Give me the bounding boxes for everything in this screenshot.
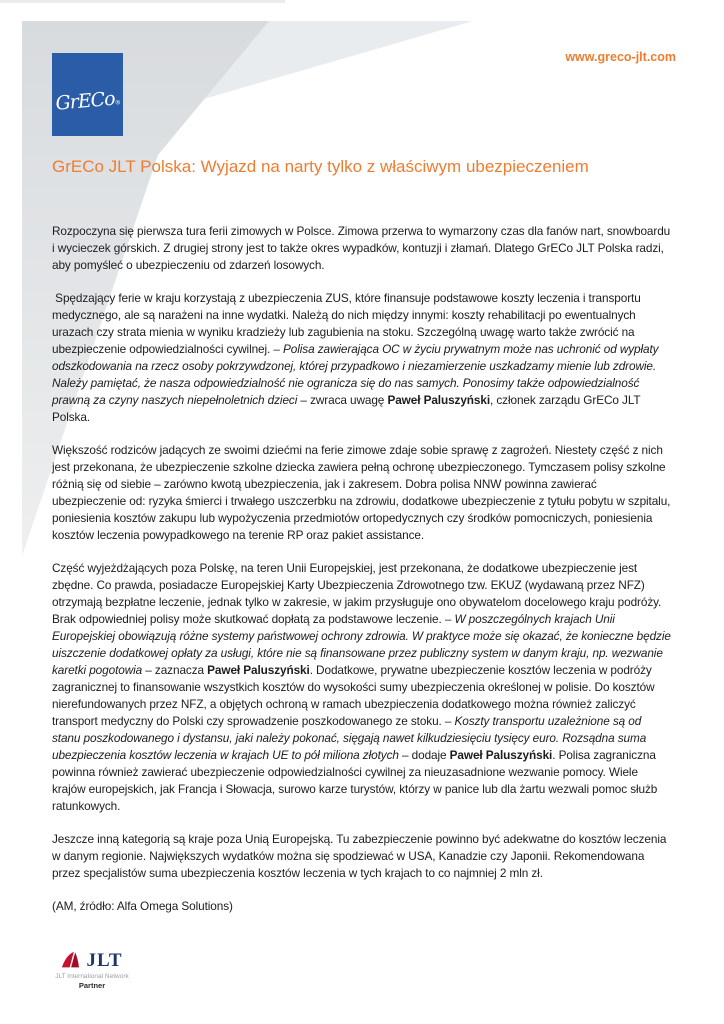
text-run: Jeszcze inną kategorią są kraje poza Unią Europejską. Tu zabezpieczenie powinno być adekwatne do kosztów leczenia w danym regionie. Największych wydatków można się spodziewać w USA, Kanadzie czy Japonii. Rekomendowana przez specjalistów suma ubezpieczenia kosztów leczenia w tych krajach to co najmniej 2 mln zł. [52,832,667,880]
text-run: – dodaje [398,748,450,762]
greco-logo [52,53,123,136]
registered-mark: ® [114,98,122,107]
jlt-swoosh-icon [61,950,83,970]
greco-logo-script [55,87,122,115]
jlt-partner-label: Partner [78,981,106,990]
text-run: Większość rodziców jadących ze swoimi dziećmi na ferie zimowe zdaje sobie sprawę z zagrożeń. Niestety część z nich jest przekonana, że ubezpieczenie szkolne dziecka zawiera pełną ochronę ubezpieczonego. Tymczasem polisy szkolne różnią się od siebie – zarówno kwotą ubezpieczenia, jak i zakresem. Dobra polisa NNW powinna zawierać ubezpieczenie od: ryzyka śmierci i trwałego uszczerbku na zdrowiu, dodatkowe ubezpieczenie z tytułu pobytu w szpitalu, poniesienia kosztów zakupu lub wypożyczenia przedmiotów ortopedycznych czy środków pomocniczych, poniesienia kosztów leczenia powypadkowego na terenie RP oraz pakiet assistance. [52,443,671,542]
jlt-network-label: JLT International Network [55,973,129,980]
text-run: Paweł Paluszyński [207,663,310,677]
text-run: Paweł Paluszyński [449,748,553,762]
text-run: – zaznacza [142,663,208,677]
paragraph [52,898,672,915]
text-run: , członek zarządu GrECo JLT Polska. [52,393,641,424]
website-url-link[interactable]: www.greco-jlt.com [565,50,676,64]
text-run: – Polisa zawierająca OC w życiu prywatnym może nas uchronić od wypłaty odszkodowania na rzecz osoby pokrzywdzonej, której przypadkowo i niezamierzenie uszkadzamy mienie lub zdrowie. Należy pamiętać, że nasza odpowiedzialność nie ogranicza się do nas samych. Ponosimy także odpowiedzialność prawną za czyny naszych niepełnoletnich dzieci [52,342,659,407]
paragraph [52,831,672,882]
article-body [52,223,672,931]
text-run: (AM, źródło: Alfa Omega Solutions) [52,899,233,913]
text-run: Paweł Paluszyński [387,393,491,407]
text-run: Rozpoczyna się pierwsza tura ferii zimowych w Polsce. Zimowa przerwa to wymarzony czas dla fanów nart, snowboardu i wycieczek górskich. Z drugiej strony jest to także okres wypadków, kontuzji i złamań. Dlatego GrECo JLT Polska radzi, aby pomyśleć o ubezpieczeniu od zdarzeń losowych. [52,224,671,272]
text-run: Spędzający ferie w kraju korzystają z ubezpieczenia ZUS, które finansuje podstawowe koszty leczenia i transportu medycznego, ale są narażeni na inne wydatki. Należą do nich między innymi: koszty rehabilitacji po ewentualnych urazach czy strata mienia w wyniku kradzieży lub zagubienia na stoku. Szczególną uwagę warto także zwrócić na ubezpieczenie odpowiedzialności cywilnej. [52,291,641,356]
article-title: GrECo JLT Polska: Wyjazd na narty tylko z właściwym ubezpieczeniem [52,157,589,176]
jlt-wordmark: JLT [86,950,123,971]
paragraph [52,223,672,274]
text-run: . Polisa zagraniczna powinna również zawierać ubezpieczenie odpowiedzialności cywilnej za nieuzasadnione wezwanie pomocy. Wiele krajów europejskich, jak Francja i Słowacja, surowo karze turystów, którzy w panice lub dla żartu wezwali pomoc służb ratunkowych. [52,748,658,813]
text-run: Część wyjeżdżających poza Polskę, na teren Unii Europejskiej, jest przekonana, że dodatkowe ubezpieczenie jest zbędne. Co prawda, posiadacze Europejskiej Karty Ubezpieczenia Zdrowotnego tzw. EKUZ (wydawaną przez NFZ) otrzymają bezpłatne leczenie, jednak tylko w zakresie, w jakim przysługuje ono obywatelom docelowego kraju podróży. Brak odpowiedniej polisy może skutkować dopłatą za podstawowe leczenie. [52,561,662,626]
jlt-logo [46,948,138,970]
text-run: – Koszty transportu uzależnione są od stanu poszkodowanego i dystansu, jaki należy pokonać, sięgają nawet kilkudziesięciu tysięcy euro. Rozsądna suma ubezpieczenia kosztów leczenia w krajach UE to pół miliona złotych [52,714,647,762]
text-run: – zwraca uwagę [297,393,388,407]
greco-logo-text: GrECo [54,87,116,115]
text-run: . Dodatkowe, prywatne ubezpieczenie kosztów leczenia w podróży zagranicznej to finansowanie wszystkich kosztów do wysokości sumy ubezpieczenia określonej w polisie. Do kosztów nierefundowanych przez NFZ, a objętych ochroną w ramach ubezpieczenia dodatkowego można również zaliczyć transport medyczny do Polski czy sprowadzenie poszkodowanego ze stoku. [52,663,655,728]
text-run: – W poszczególnych krajach Unii Europejskiej obowiązują różne systemy państwowej ochrony zdrowia. W praktyce może się okazać, że konieczne będzie uiszczenie dodatkowej opłaty za usługi, które nie są finansowane przez publiczny system w danym kraju, np. wezwanie karetki pogotowia [52,612,671,677]
paragraph [52,290,672,426]
footer-logo-block [46,948,138,990]
paragraph [52,442,672,544]
paragraph [52,560,672,815]
